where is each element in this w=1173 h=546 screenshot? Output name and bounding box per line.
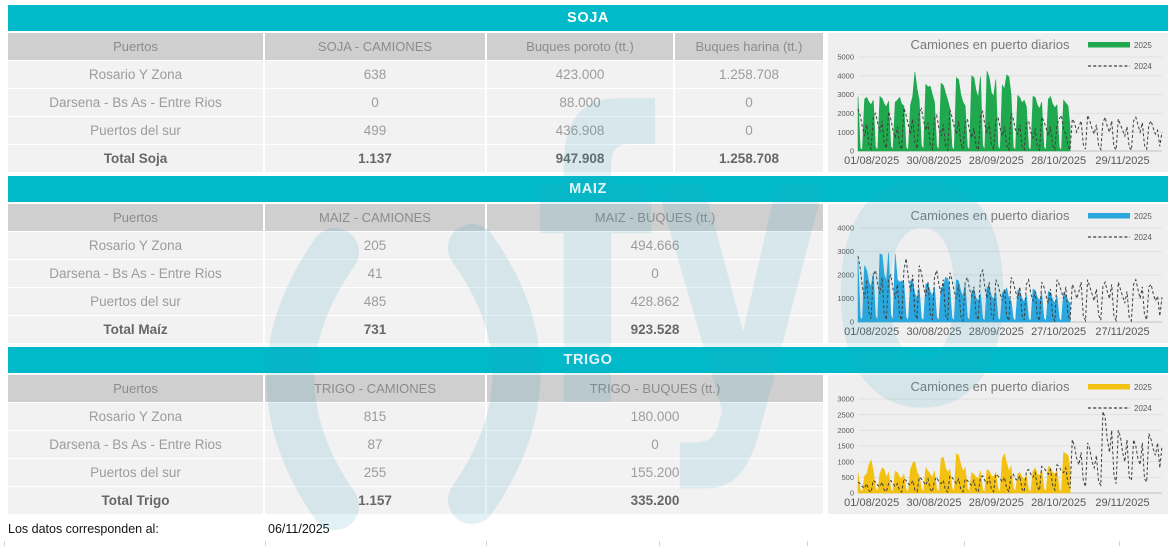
y-axis-tick-label: 3000 [837, 247, 854, 257]
row-label: Rosario Y Zona [8, 403, 263, 430]
column-header: SOJA - CAMIONES [265, 33, 485, 60]
y-axis-tick-label: 1000 [837, 457, 854, 467]
column-header: TRIGO - CAMIONES [265, 375, 485, 402]
table-cell: 255 [265, 459, 485, 486]
row-label: Puertos del sur [8, 459, 263, 486]
table-cell: 0 [487, 431, 823, 458]
x-axis-tick-label: 27/10/2025 [1031, 326, 1087, 338]
x-axis-tick-label: 29/11/2025 [1095, 155, 1150, 167]
table-cell: 155.200 [487, 459, 823, 486]
y-axis-tick-label: 0 [849, 488, 854, 498]
chart-canvas [828, 375, 1168, 514]
y-axis-tick-label: 3000 [837, 394, 854, 404]
x-axis-tick-label: 01/08/2025 [844, 497, 900, 509]
legend-swatch-2025 [1088, 384, 1130, 390]
grid-remnant [486, 541, 487, 546]
table-cell: 180.000 [487, 403, 823, 430]
table-cell: 0 [675, 117, 823, 144]
table-cell: 205 [265, 232, 485, 259]
footer-label: Los datos corresponden al: [8, 522, 159, 536]
legend-label-2024: 2024 [1134, 232, 1152, 242]
x-axis-tick-label: 28/10/2025 [1031, 155, 1087, 167]
x-axis-tick-label: 28/09/2025 [968, 497, 1024, 509]
column-header: TRIGO - BUQUES (tt.) [487, 375, 823, 402]
legend-swatch-2025 [1088, 213, 1130, 219]
y-axis-tick-label: 2000 [837, 109, 854, 118]
y-axis-tick-label: 1000 [837, 294, 854, 304]
footer [8, 522, 1173, 540]
row-label: Darsena - Bs As - Entre Rios [8, 431, 263, 458]
series-2025-area [858, 253, 1070, 322]
soja-chart [828, 33, 1168, 172]
y-axis-tick-label: 2000 [837, 425, 854, 435]
legend-label-2024: 2024 [1134, 403, 1152, 413]
table-cell: 0 [265, 89, 485, 116]
legend-label-2025: 2025 [1134, 211, 1152, 221]
table-cell: 428.862 [487, 288, 823, 315]
section-title-maiz: MAIZ [8, 176, 1168, 202]
y-axis-tick-label: 2000 [837, 270, 854, 280]
table-cell: 815 [265, 403, 485, 430]
section-trigo [8, 347, 1168, 514]
x-axis-tick-label: 01/08/2025 [844, 326, 900, 338]
column-header: Puertos [8, 33, 263, 60]
chart-title: Camiones en puerto diarios [910, 379, 1070, 394]
total-cell: 1.137 [265, 145, 485, 172]
soja-table [8, 33, 823, 172]
x-axis-tick-label: 30/08/2025 [906, 497, 962, 509]
y-axis-tick-label: 0 [849, 146, 854, 156]
row-label: Puertos del sur [8, 117, 263, 144]
column-header: Puertos [8, 204, 263, 231]
y-axis-tick-label: 3000 [837, 90, 854, 100]
y-axis-tick-label: 500 [841, 472, 854, 482]
total-cell: 1.157 [265, 487, 485, 514]
chart-title: Camiones en puerto diarios [910, 208, 1070, 223]
table-cell: 423.000 [487, 61, 673, 88]
section-title-soja: SOJA [8, 5, 1168, 31]
column-header: Buques poroto (tt.) [487, 33, 673, 60]
table-cell: 87 [265, 431, 485, 458]
grid-remnant [659, 541, 660, 546]
grid-remnant [964, 541, 965, 546]
table-cell: 1.258.708 [675, 61, 823, 88]
table-cell: 41 [265, 260, 485, 287]
table-cell: 638 [265, 61, 485, 88]
chart-title: Camiones en puerto diarios [910, 37, 1070, 52]
table-cell: 485 [265, 288, 485, 315]
trigo-table [8, 375, 823, 514]
section-title-trigo: TRIGO [8, 347, 1168, 373]
table-cell: 0 [675, 89, 823, 116]
x-axis-tick-label: 30/08/2025 [906, 326, 962, 338]
total-row-label: Total Trigo [8, 487, 263, 514]
x-axis-tick-label: 28/09/2025 [968, 155, 1024, 167]
total-cell: 1.258.708 [675, 145, 823, 172]
x-axis-tick-label: 30/08/2025 [906, 155, 962, 167]
total-cell: 731 [265, 316, 485, 343]
series-2025-area [858, 71, 1070, 151]
column-header: Puertos [8, 375, 263, 402]
total-row-label: Total Maíz [8, 316, 263, 343]
footer-date: 06/11/2025 [268, 522, 330, 536]
total-cell: 923.528 [487, 316, 823, 343]
trigo-chart [828, 375, 1168, 514]
legend-label-2025: 2025 [1134, 382, 1152, 392]
row-label: Darsena - Bs As - Entre Rios [8, 89, 263, 116]
section-maiz [8, 176, 1168, 343]
grid-remnant [265, 541, 266, 546]
table-cell: 88.000 [487, 89, 673, 116]
table-cell: 0 [487, 260, 823, 287]
chart-canvas [828, 204, 1168, 343]
row-label: Puertos del sur [8, 288, 263, 315]
grid-remnant [4, 541, 5, 546]
legend-label-2024: 2024 [1134, 61, 1152, 71]
column-header: Buques harina (tt.) [675, 33, 823, 60]
total-cell: 335.200 [487, 487, 823, 514]
y-axis-tick-label: 1000 [837, 127, 854, 137]
section-soja [8, 5, 1168, 172]
x-axis-tick-label: 29/11/2025 [1095, 497, 1150, 509]
row-label: Darsena - Bs As - Entre Rios [8, 260, 263, 287]
table-cell: 494.666 [487, 232, 823, 259]
y-axis-tick-label: 2500 [837, 410, 854, 420]
grid-remnant [807, 541, 808, 546]
legend-label-2025: 2025 [1134, 40, 1152, 50]
legend-swatch-2025 [1088, 42, 1130, 48]
y-axis-tick-label: 1500 [837, 441, 854, 451]
y-axis-tick-label: 0 [849, 317, 854, 327]
column-header: MAIZ - BUQUES (tt.) [487, 204, 823, 231]
column-header: MAIZ - CAMIONES [265, 204, 485, 231]
maiz-table [8, 204, 823, 343]
row-label: Rosario Y Zona [8, 61, 263, 88]
table-cell: 436.908 [487, 117, 673, 144]
x-axis-tick-label: 27/11/2025 [1095, 326, 1150, 338]
total-row-label: Total Soja [8, 145, 263, 172]
y-axis-tick-label: 5000 [837, 52, 854, 62]
y-axis-tick-label: 4000 [837, 223, 854, 233]
table-cell: 499 [265, 117, 485, 144]
chart-canvas [828, 33, 1168, 172]
grid-remnant [1119, 541, 1120, 546]
y-axis-tick-label: 4000 [837, 71, 854, 81]
x-axis-tick-label: 28/09/2025 [968, 326, 1024, 338]
total-cell: 947.908 [487, 145, 673, 172]
x-axis-tick-label: 28/10/2025 [1031, 497, 1087, 509]
maiz-chart [828, 204, 1168, 343]
x-axis-tick-label: 01/08/2025 [844, 155, 900, 167]
row-label: Rosario Y Zona [8, 232, 263, 259]
